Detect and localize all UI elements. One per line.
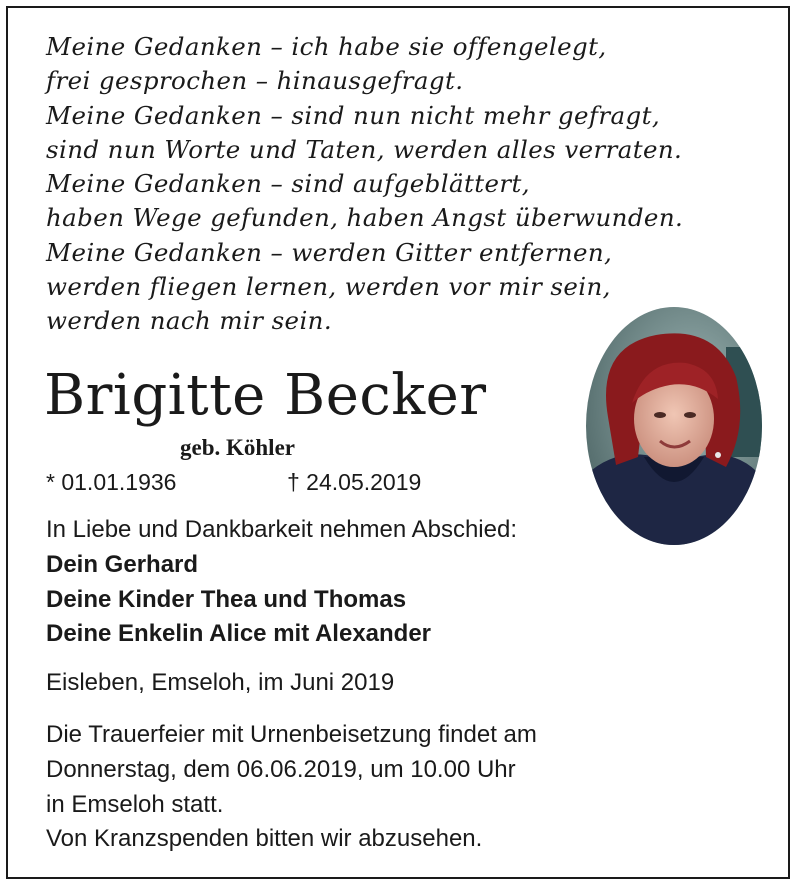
poem-line: frei gesprochen – hinausgefragt. <box>46 66 464 96</box>
poem-line: haben Wege gefunden, haben Angst überwunden. <box>46 203 684 233</box>
service-notice <box>46 718 537 857</box>
maiden-name: geb. Köhler <box>180 435 295 460</box>
poem-line: Meine Gedanken – ich habe sie offengelegt, <box>46 32 607 61</box>
poem-line: sind nun Worte und Taten, werden alles verraten. <box>46 134 683 164</box>
birth-date: * 01.01.1936 <box>46 469 177 495</box>
poem-line: werden nach mir sein. <box>46 306 333 336</box>
farewell-intro: In Liebe und Dankbarkeit nehmen Abschied: <box>46 516 517 543</box>
poem <box>46 30 683 339</box>
mourner: Dein Gerhard <box>46 551 199 578</box>
service-line: in Emseloh statt. <box>46 790 224 818</box>
deceased-name: Brigitte Becker <box>44 363 487 428</box>
poem-line: Meine Gedanken – werden Gitter entfernen, <box>46 237 613 267</box>
service-line: Donnerstag, dem 06.06.2019, um 10.00 Uhr <box>46 755 516 783</box>
death-date: † 24.05.2019 <box>287 469 422 495</box>
service-line: Die Trauerfeier mit Urnenbeisetzung findet am <box>46 721 537 748</box>
portrait-photo <box>586 307 762 545</box>
portrait-illustration <box>586 307 762 545</box>
poem-line: werden fliegen lernen, werden vor mir sein, <box>46 272 611 302</box>
mourner: Deine Kinder Thea und Thomas <box>46 585 407 613</box>
service-line: Von Kranzspenden bitten wir abzusehen. <box>46 825 483 853</box>
poem-line: Meine Gedanken – sind aufgeblättert, <box>46 169 530 199</box>
place-date: Eisleben, Emseloh, im Juni 2019 <box>46 669 395 696</box>
poem-line: Meine Gedanken – sind nun nicht mehr gefragt, <box>46 100 661 130</box>
mourners-list <box>46 548 431 652</box>
mourner: Deine Enkelin Alice mit Alexander <box>46 620 432 647</box>
